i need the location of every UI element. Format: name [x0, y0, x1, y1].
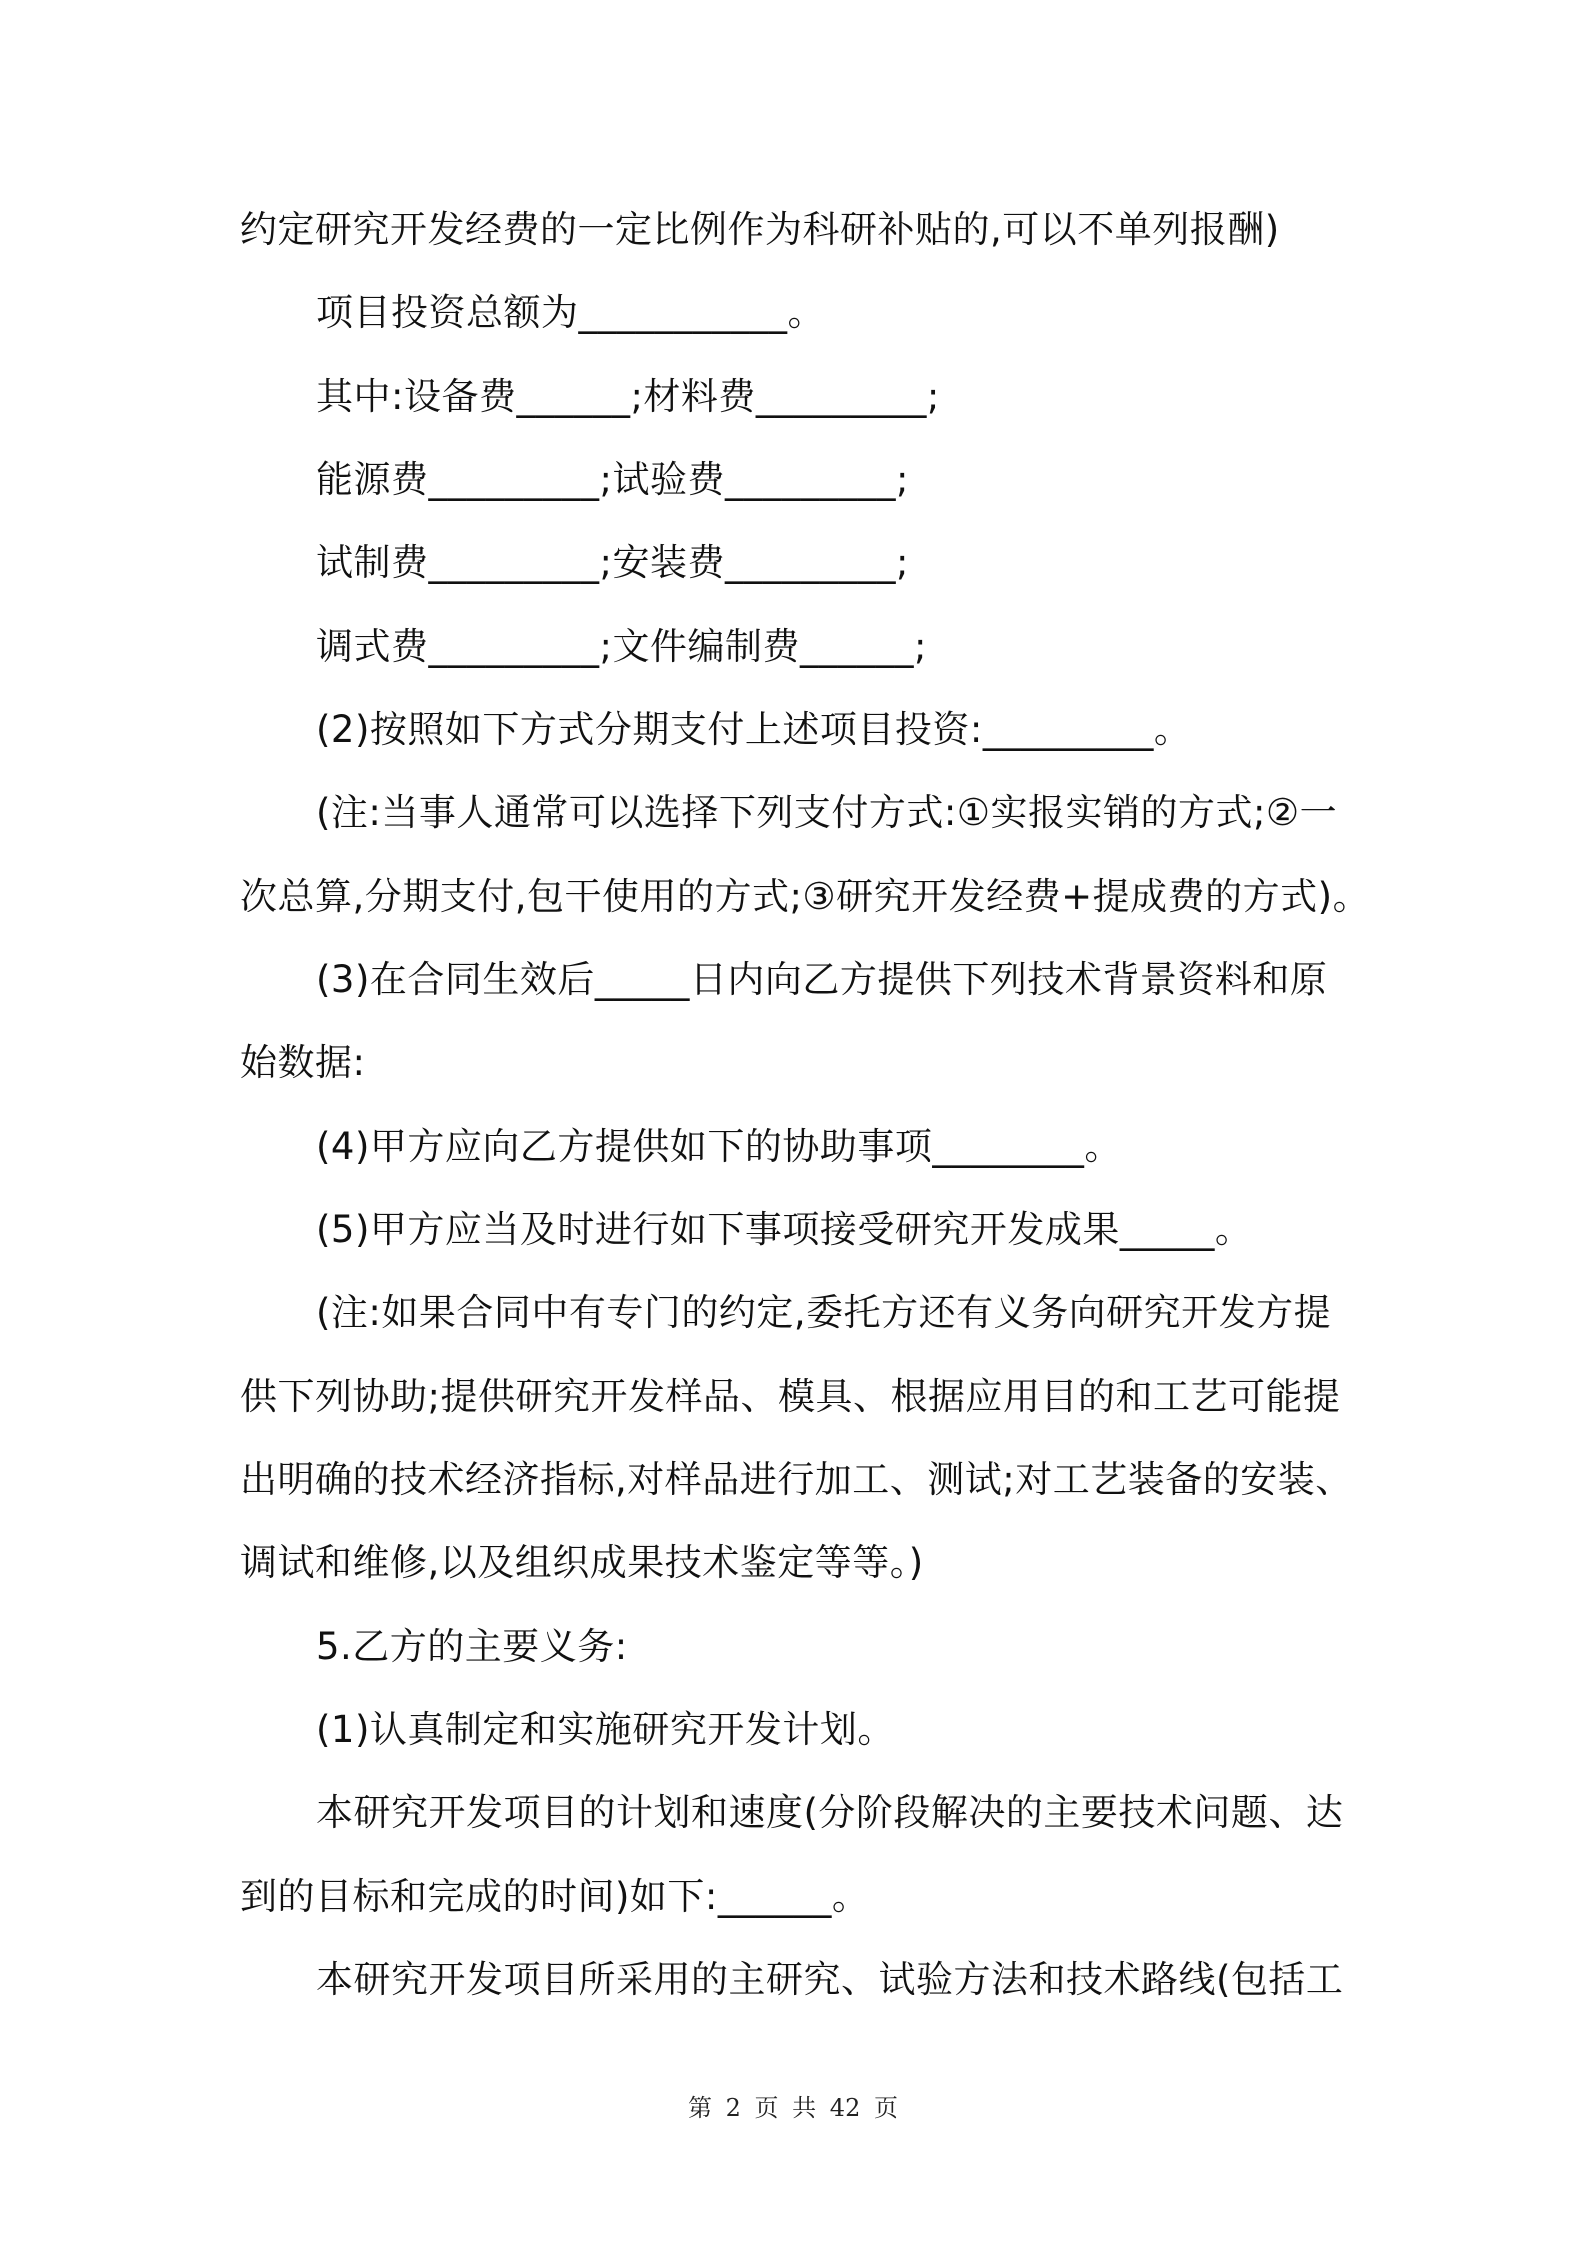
text-line-13: (5)甲方应当及时进行如下事项接受研究开发成果_____。	[316, 1208, 1253, 1251]
text-line-8: (注:当事人通常可以选择下列支付方式:①实报实销的方式;②一	[316, 791, 1338, 834]
text-line-21: 到的目标和完成的时间)如下:______。	[240, 1875, 870, 1918]
text-line-19: (1)认真制定和实施研究开发计划。	[316, 1708, 895, 1751]
text-line-5: 试制费_________;安装费_________;	[316, 541, 909, 584]
text-line-3: 其中:设备费______;材料费_________;	[316, 375, 940, 418]
page-footer: 第 2 页 共 42 页	[688, 2094, 898, 2122]
text-line-10: (3)在合同生效后_____日内向乙方提供下列技术背景资料和原	[316, 958, 1328, 1001]
text-line-2: 项目投资总额为___________。	[316, 291, 825, 334]
text-line-17: 调试和维修,以及组织成果技术鉴定等等。)	[240, 1541, 924, 1584]
text-line-12: (4)甲方应向乙方提供如下的协助事项________。	[316, 1125, 1122, 1168]
text-line-15: 供下列协助;提供研究开发样品、模具、根据应用目的和工艺可能提	[240, 1375, 1341, 1418]
text-line-6: 调式费_________;文件编制费______;	[316, 625, 927, 668]
text-line-14: (注:如果合同中有专门的约定,委托方还有义务向研究开发方提	[316, 1291, 1332, 1334]
text-line-1: 约定研究开发经费的一定比例作为科研补贴的,可以不单列报酬)	[240, 208, 1280, 251]
text-line-7: (2)按照如下方式分期支付上述项目投资:_________。	[316, 708, 1192, 751]
text-line-20: 本研究开发项目的计划和速度(分阶段解决的主要技术问题、达	[316, 1791, 1344, 1834]
text-line-4: 能源费_________;试验费_________;	[316, 458, 909, 501]
text-line-18: 5.乙方的主要义务:	[316, 1625, 628, 1668]
text-line-11: 始数据:	[240, 1041, 366, 1084]
text-line-22: 本研究开发项目所采用的主研究、试验方法和技术路线(包括工	[316, 1958, 1344, 2001]
text-line-9: 次总算,分期支付,包干使用的方式;③研究开发经费+提成费的方式)。	[240, 875, 1371, 918]
text-line-16: 出明确的技术经济指标,对样品进行加工、测试;对工艺装备的安装、	[240, 1458, 1353, 1501]
